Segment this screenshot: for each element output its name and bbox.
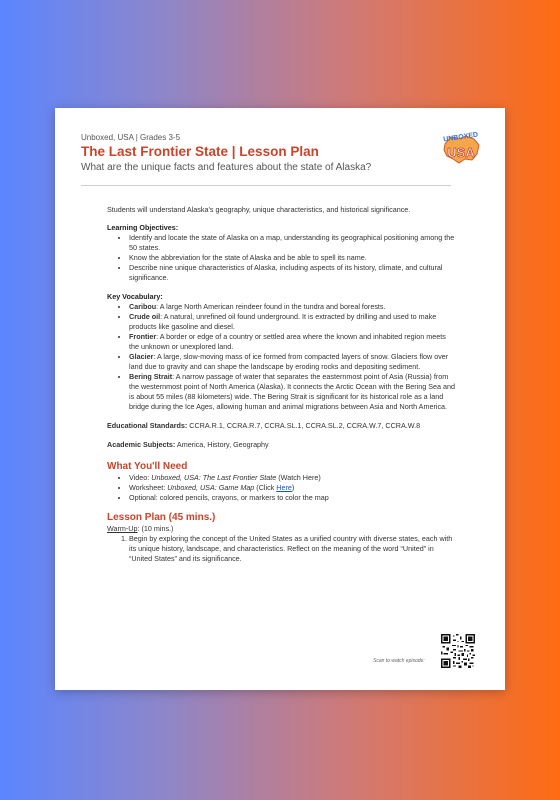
needs-item-video xyxy=(129,473,457,483)
vocab-term: Glacier xyxy=(129,352,154,361)
standards-label: Educational Standards: xyxy=(107,421,188,430)
lesson-steps xyxy=(107,534,457,564)
subjects-line xyxy=(107,440,457,450)
standards-value: CCRA.R.1, CCRA.R.7, CCRA.SL.1, CCRA.SL.2, CCRA.W.7, CCRA.W.8 xyxy=(187,421,421,430)
warmup-time: : (10 mins.) xyxy=(137,524,174,533)
vocab-item xyxy=(129,372,457,412)
worksheet-end: ) xyxy=(291,483,295,492)
qr-code[interactable] xyxy=(441,634,475,668)
needs-item-optional: • Optional: colored pencils, crayons, or markers to color the map xyxy=(129,493,457,503)
worksheet-link[interactable]: Here xyxy=(276,483,292,492)
page-title: The Last Frontier State | Lesson Plan xyxy=(81,144,319,159)
vocab-item xyxy=(129,312,457,332)
worksheet-title: Unboxed, USA: Game Map xyxy=(167,483,255,492)
page-subtitle: What are the unique facts and features about the state of Alaska? xyxy=(81,162,372,173)
vocab-item xyxy=(129,352,457,372)
warmup-line xyxy=(107,524,457,534)
standards-line xyxy=(107,421,457,431)
subjects-label: Academic Subjects: xyxy=(107,440,176,449)
vocab-definition: : A large, slow-moving mass of ice formed from compacted layers of snow. Glaciers flow over land due to gravity and can shape the landscape by eroding rocks and depositing sediment. xyxy=(129,352,449,371)
svg-text:UNBOXED: UNBOXED xyxy=(442,131,479,144)
lesson-plan-page xyxy=(55,108,505,690)
needs-list xyxy=(107,473,457,503)
warmup-label: Warm-Up xyxy=(107,524,138,533)
worksheet-mid: (Click xyxy=(254,483,277,492)
course-label: Unboxed, USA | Grades 3-5 xyxy=(81,133,181,142)
scan-label: Scan to watch episode: xyxy=(373,658,425,664)
vocab-term: Crude oil xyxy=(129,312,161,321)
vocabulary-label: Key Vocabulary: xyxy=(107,292,163,301)
video-title: Unboxed, USA: The Last Frontier State xyxy=(151,473,277,482)
needs-heading: What You'll Need xyxy=(107,461,188,472)
vocab-item xyxy=(129,302,457,312)
needs-item-worksheet xyxy=(129,483,457,493)
vocab-term: Bering Strait xyxy=(129,372,173,381)
vocab-definition: : A narrow passage of water that separates the easternmost point of Asia (Russia) from the westernmost point of North America (Alaska). It connects the Arctic Ocean with the Bering Sea and is about 55 miles (88 kilometers) wide. The Bering Strait is significant for its historical role as a land bridge during the Ice Ages, allowing human and animal migrations between Asia and North America. xyxy=(129,372,455,411)
header-divider xyxy=(81,185,451,186)
vocab-term: Caribou xyxy=(129,302,157,311)
watch-here-text[interactable]: (Watch Here) xyxy=(276,473,321,482)
intro-text: Students will understand Alaska's geography, unique characteristics, and historical significance. xyxy=(107,205,411,214)
objective-item: • Describe nine unique characteristics of Alaska, including aspects of its history, climate, and cultural significance. xyxy=(129,263,457,283)
vocabulary-list xyxy=(107,302,457,412)
vocab-definition: : A border or edge of a country or settled area where the known and inhabited region meets the unknown or unexplored land. xyxy=(129,332,446,351)
needs-worksheet-prefix: Worksheet: xyxy=(129,483,168,492)
unboxed-usa-logo xyxy=(439,128,483,168)
svg-text:USA: USA xyxy=(447,145,475,160)
lesson-step: 1. Begin by exploring the concept of the United States as a unified country with diverse states, each with its unique history, landscape, and characteristics. Reflect on the meaning of the word “United” in “United States” and its significance. xyxy=(129,534,457,564)
vocab-item xyxy=(129,332,457,352)
objectives-label: Learning Objectives: xyxy=(107,223,179,232)
needs-video-prefix: Video: xyxy=(129,473,152,482)
objective-item: • Know the abbreviation for the state of Alaska and be able to spell its name. xyxy=(129,253,457,263)
objectives-list xyxy=(107,233,457,283)
vocab-definition: : A natural, unrefined oil found underground. It is extracted by drilling and used to make products like gasoline and diesel. xyxy=(129,312,437,331)
objective-item: • Identify and locate the state of Alaska on a map, understanding its geographical positioning among the 50 states. xyxy=(129,233,457,253)
lesson-heading: Lesson Plan (45 mins.) xyxy=(107,512,216,523)
vocab-definition: : A large North American reindeer found in the tundra and boreal forests. xyxy=(156,302,386,311)
vocab-term: Frontier xyxy=(129,332,157,341)
subjects-value: America, History, Geography xyxy=(175,440,269,449)
lesson-content xyxy=(107,205,457,564)
